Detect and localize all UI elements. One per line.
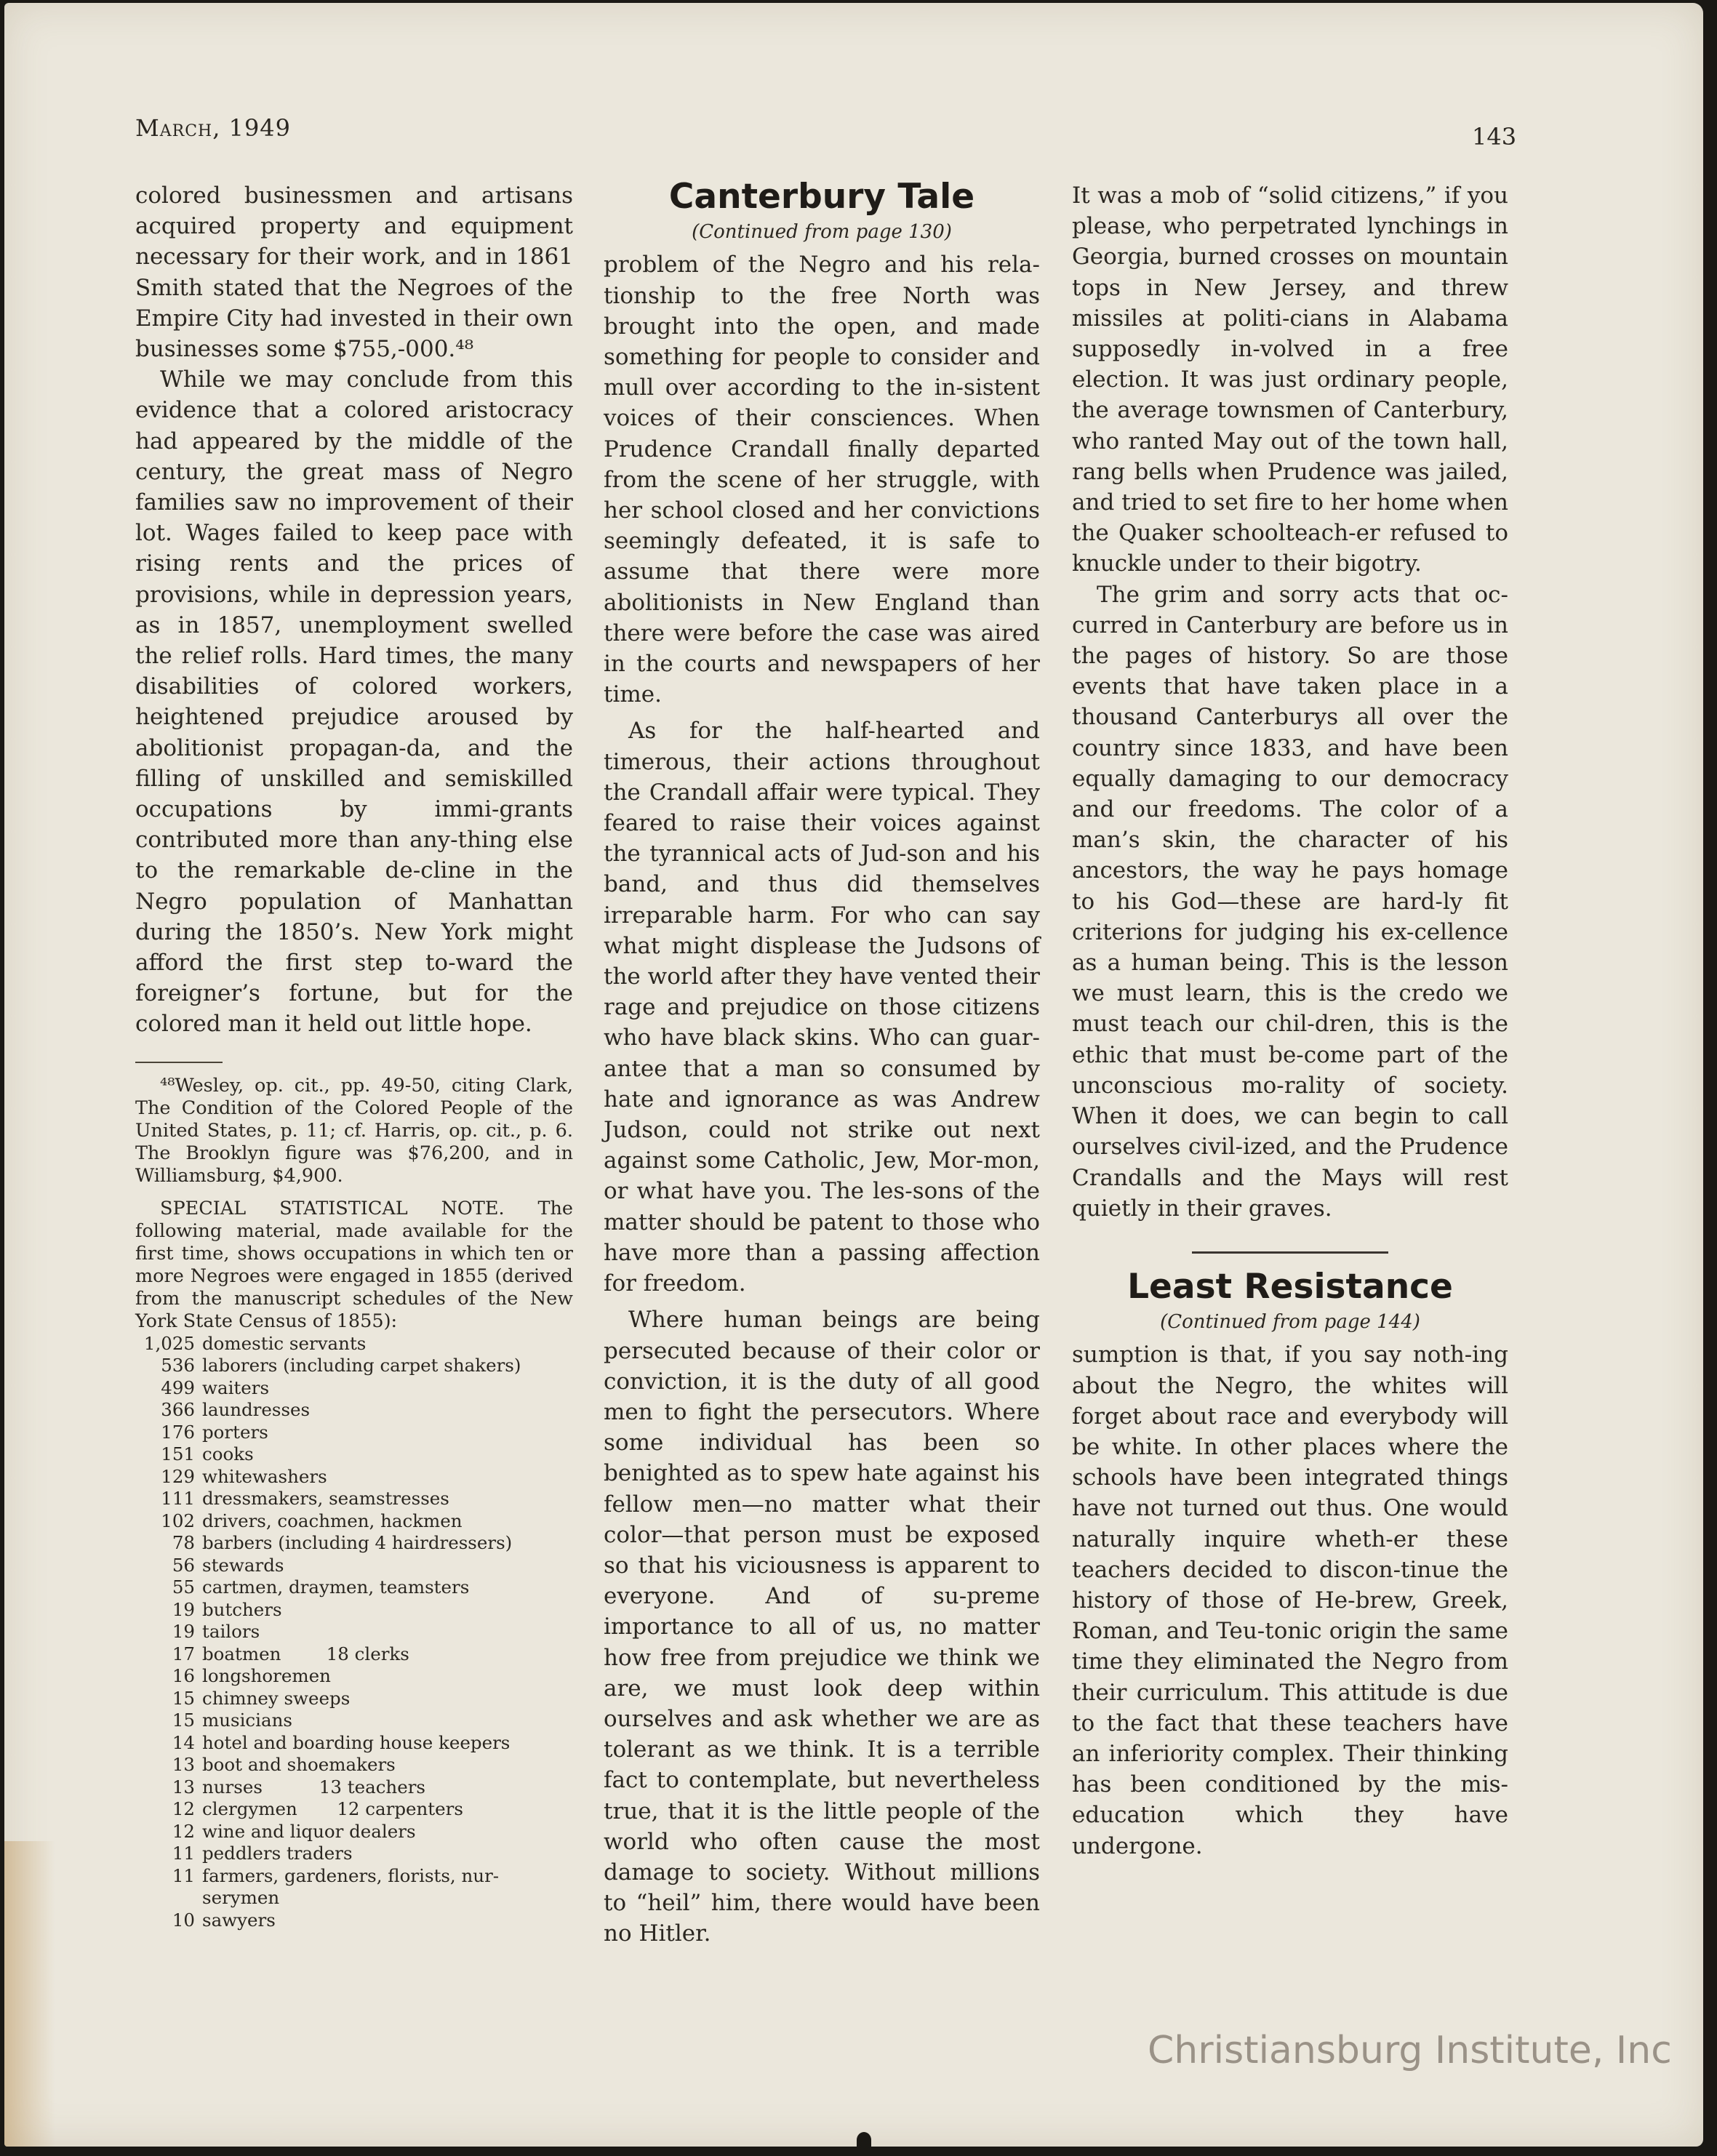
occupation-label: butchers [202,1598,282,1620]
occupation-row [135,1621,573,1643]
occupation-label: peddlers traders [202,1843,353,1864]
occupation-count: 19 [172,1598,195,1620]
middle-column [604,177,1040,1949]
occupation-label: musicians [202,1710,292,1731]
occupation-label: cartmen, draymen, teamsters [202,1576,470,1598]
occupation-count: 11 [172,1843,195,1864]
footnotes [135,1062,573,1932]
occupation-count: 13 [172,1754,195,1776]
occupation-row [135,1843,573,1865]
footnote-48: ⁴⁸Wesley, op. cit., pp. 49-50, citing Clark, The Condition of the Colored People of the United States, p. 11; cf. Harris, op. cit., p. 6. The Brooklyn figure was $76,200, and in Williamsburg, $4,900. [135,1074,573,1187]
occupation-row [135,1776,573,1799]
occupation-row [135,1466,573,1488]
occupation-count: 10 [172,1909,195,1931]
occupation-count: 1,025 [143,1332,195,1354]
occupation-label: hotel and boarding house keepers [202,1731,511,1753]
right-paragraph-2: The grim and sorry acts that oc-curred in Canterbury are before us in the pages of history. So are those events that have taken place in a thousand Canterburys all over the country since 1833, and have been equally damaging to our democracy and our freedoms. The color of a man’s skin, the character of his ancestors, the way he pays homage to his God—these are hard-ly fit criterions for judging his ex-cellence as a human being. This is the lesson we must learn, this is the credo we must teach our chil-dren, this is the ethic that must be-come part of the unconscious mo-rality of society. When it does, we can begin to call ourselves civil-ized, and the Prudence Crandalls and the Mays will rest quietly in their graves. [1072,581,1508,1222]
continued-note-2: (Continued from page 144) [1160,1311,1420,1334]
footnote-rule [135,1062,223,1063]
occupation-count: 11 [172,1864,195,1886]
issue-date: March, 1949 [135,114,292,142]
occupation-label: porters [202,1421,268,1443]
occupation-row [135,1599,573,1622]
occupation-row [135,1488,573,1510]
occupation-row [135,1688,573,1710]
occupation-row [135,1665,573,1688]
occupation-row [135,1532,573,1555]
occupation-count: 56 [172,1554,195,1576]
occupation-label: laborers (including carpet shakers) [202,1355,521,1376]
occupation-count: 129 [161,1465,195,1487]
occupation-row [135,1443,573,1466]
left-paragraph-1: colored businessmen and artisans acquired property and equipment necessary for their work, and in 1861 Smith stated that the Negroes of the Empire City had invested in their own businesses some $755,-000.⁴⁸ [135,183,573,363]
occupation-count: 15 [172,1710,195,1731]
occupation-count: 19 [172,1621,195,1643]
middle-paragraph-1: problem of the Negro and his rela-tionship to the free North was brought into the open, and made something for people to consider and mull over according to the in-sistent voices of their consciences. When Prudence Crandall finally departed from the scene of her struggle, with her school closed and her convictions seemingly defeated, it is safe to assume that there were more abolitionists in New England than there were before the case was aired in the courts and newspapers of her time. [604,252,1040,708]
occupation-row [135,1355,573,1377]
occupation-row [135,1909,573,1932]
occupation-count: 536 [161,1355,195,1376]
occupation-row [135,1710,573,1732]
occupation-count: 12 [172,1798,195,1820]
occupation-count: 366 [161,1399,195,1421]
occupation-label: nurses 13 teachers [202,1776,425,1798]
occupation-label: boatmen 18 clerks [202,1643,409,1664]
occupation-label: waiters [202,1376,270,1398]
occupation-count: 102 [161,1510,195,1531]
occupation-label: laundresses [202,1399,311,1421]
continued-note: (Continued from page 130) [692,221,952,244]
occupation-label: whitewashers [202,1465,327,1487]
occupation-row [135,1821,573,1843]
occupation-count: 16 [172,1665,195,1687]
occupation-count: 111 [161,1488,195,1510]
watermark: Christiansburg Institute, Inc [1148,2029,1672,2072]
occupation-label: boot and shoemakers [202,1754,396,1776]
article-title-canterbury-tale: Canterbury Tale [668,177,975,217]
occupation-row [135,1333,573,1355]
occupation-label: sawyers [202,1909,276,1931]
right-paragraph-1: It was a mob of “solid citizens,” if you please, who perpetrated lynchings in Georgia, burned crosses on mountain tops in New Jersey, and threw missiles at politi-cians in Alabama supposedly in-volved in a free election. It was just ordinary people, the average townsmen of Canterbury, who ranted May out of the town hall, rang bells when Prudence was jailed, and tried to set fire to her home when the Quaker schoolteach-er refused to knuckle under to their bigotry. [1072,183,1508,577]
occupation-count: 151 [161,1443,195,1465]
occupation-row [135,1510,573,1533]
torn-edge [857,2132,871,2148]
occupation-count: 499 [161,1376,195,1398]
special-statistical-note: SPECIAL STATISTICAL NOTE. The following material, made available for the first time, shows occupations in which ten or more Negroes were engaged in 1855 (derived from the manuscript schedules of the New York State Census of 1855): [135,1197,573,1332]
section-divider [1192,1251,1388,1254]
right-paragraph-3: sumption is that, if you say noth-ing about the Negro, the whites will forget about race and everybody will be white. In other places where the schools have been integrated things have not turned out thus. One would naturally inquire wheth-er these teachers decided to discon-tinue the history of those of He-brew, Greek, Roman, and Teu-tonic origin the same time they eliminated the Negro from their curriculum. This attitude is due to the fact that these teachers have an inferiority complex. Their thinking has been conditioned by the mis-education which they have undergone. [1072,1342,1508,1859]
left-paragraph-2: While we may conclude from this evidence that a colored aristocracy had appeared by the middle of the century, the great mass of Negro families saw no improvement of their lot. Wages failed to keep pace with rising rents and the prices of provisions, while in depression years, as in 1857, unemployment swelled the relief rolls. Hard times, the many disabilities of colored workers, heightened prejudice aroused by abolitionist propagan-da, and the filling of unskilled and semiskilled occupations by immi-grants contributed more than any-thing else to the remarkable de-cline in the Negro population of Manhattan during the 1850’s. New York might afford the first step to-ward the foreigner’s fortune, but for the colored man it held out little hope. [135,366,573,1038]
occupation-row [135,1399,573,1422]
occupation-count: 55 [172,1576,195,1598]
occupation-row [135,1798,573,1821]
occupation-row [135,1555,573,1577]
occupation-list [135,1333,573,1932]
occupation-count: 78 [172,1532,195,1554]
occupation-label: clergymen 12 carpenters [202,1798,463,1820]
occupation-count: 15 [172,1687,195,1709]
occupation-label: farmers, gardeners, florists, nur- [202,1864,500,1886]
occupation-label: cooks [202,1443,254,1465]
occupation-label: barbers (including 4 hairdressers) [202,1532,513,1554]
occupation-row [135,1643,573,1666]
occupation-row [135,1754,573,1776]
occupation-continuation: serymen [202,1887,280,1909]
occupation-label: stewards [202,1554,284,1576]
occupation-label: dressmakers, seamstresses [202,1488,449,1510]
middle-paragraph-3: Where human beings are being persecuted because of their color or conviction, it is the duty of all good men to fight the persecutors. Where some individual has been so benighted as to spew hate against his fellow men—no matter what their color—that person must be exposed so that his viciousness is apparent to everyone. And of su-preme importance to all of us, no matter how free from prejudice we think we are, we must look deep within ourselves and ask whether we are as tolerant as we think. It is a terrible fact to contemplate, but nevertheless true, that it is the little people of the world who often cause the most damage to society. Without millions to “heil” him, there would have been no Hitler. [604,1307,1040,1947]
occupation-count: 17 [172,1643,195,1664]
occupation-count: 13 [172,1776,195,1798]
occupation-label: domestic servants [202,1332,367,1354]
occupation-row [135,1865,573,1888]
occupation-label: chimney sweeps [202,1687,351,1709]
occupation-count: 12 [172,1820,195,1842]
occupation-row [135,1377,573,1400]
occupation-row [135,1576,573,1599]
page-number: 143 [1472,123,1517,151]
occupation-label: drivers, coachmen, hackmen [202,1510,463,1531]
scanned-page [4,3,1703,2147]
occupation-count: 176 [161,1421,195,1443]
occupation-label: longshoremen [202,1665,331,1687]
middle-paragraph-2: As for the half-hearted and timerous, their actions throughout the Crandall affair were typical. They feared to raise their voices against the tyrannical acts of Jud-son and his band, and thus did themselves irreparable harm. For who can say what might displease the Judsons of the world after they have vented their rage and prejudice on those citizens who have black skins. Who can guar-antee that a man so consumed by hate and ignorance as was Andrew Judson, could not strike out next against some Catholic, Jew, Mor-mon, or what have you. The les-sons of the matter should be patent to those who have more than a passing affection for freedom. [604,718,1040,1297]
occupation-label: tailors [202,1621,260,1643]
occupation-row [135,1422,573,1444]
right-column [1072,180,1508,1862]
article-title-least-resistance: Least Resistance [1127,1266,1453,1307]
occupation-count: 14 [172,1731,195,1753]
occupation-label: wine and liquor dealers [202,1820,416,1842]
left-column [135,180,573,1931]
occupation-row [135,1732,573,1755]
